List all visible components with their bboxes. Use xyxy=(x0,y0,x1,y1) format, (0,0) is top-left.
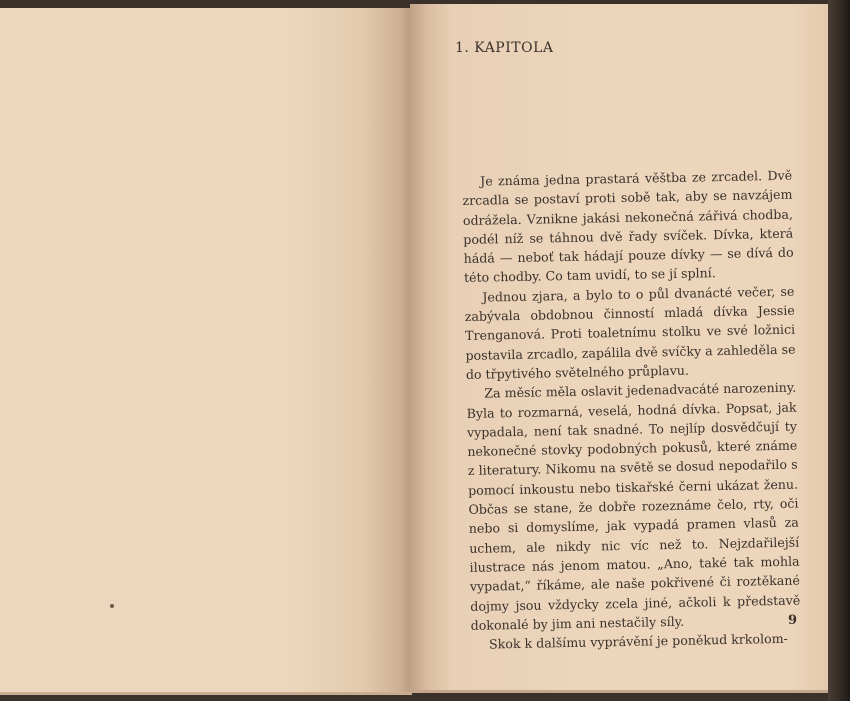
paragraph: Je známa jedna prastará věštba ze zrcadel. Dvě zrcadla se postaví proti sobě tak, aby se navzájem odrážela. Vznikne jakási nekonečná zářivá chodba, podél níž se táhnou dvě řady svíček. Dívka, která hádá — neboť tak hádají pouze dívky — se dívá do této chodby. Co tam uvidí, to se jí splní. xyxy=(462,167,794,286)
right-page xyxy=(410,4,830,693)
paragraph: Jednou zjara, a bylo to o půl dvanácté večer, se zabývala obdobnou činností mladá dívka Jessie Trenganová. Proti toaletnímu stolku ve své ložnici postavila zrcadlo, zapálila dvě svíčky a zahleděla se do třpytivého světelného průplavu. xyxy=(464,283,796,382)
paper-speck xyxy=(110,604,114,608)
paragraph: Za měsíc měla oslavit jedenadvacáté narozeniny. Byla to rozmarná, veselá, hodná dívka. Popsat, jak vypadala, není tak snadné. To nejlíp dosvědčují ty nekonečné stovky podobných pokusů, které známe z literatury. Nikomu na světě se dosud nepodařilo s pomocí inkoustu nebo tiskařské černi ukázat ženu. Občas se stane, že dobře rozeznáme čelo, rty, oči nebo si domyslíme, jak vypadá pramen vlasů za uchem, ale nikdy nic víc než to. Nejzdařilejší ilustrace nás jenom matou. „Ano, také tak mohla vypadat,“ říkáme, ale naše pokřivené či roztěkané dojmy jsou vždycky zcela jiné, ačkoli k představě dokonalé by jim ani nestačily síly. xyxy=(466,379,801,633)
left-page xyxy=(0,8,412,695)
body-text xyxy=(462,166,801,655)
paragraph: Skok k dalšímu vyprávění je poněkud krkolom- xyxy=(488,630,789,652)
book-cover-edge xyxy=(828,0,850,701)
page-number: 9 xyxy=(788,613,798,628)
chapter-heading: 1. KAPITOLA xyxy=(455,40,554,56)
